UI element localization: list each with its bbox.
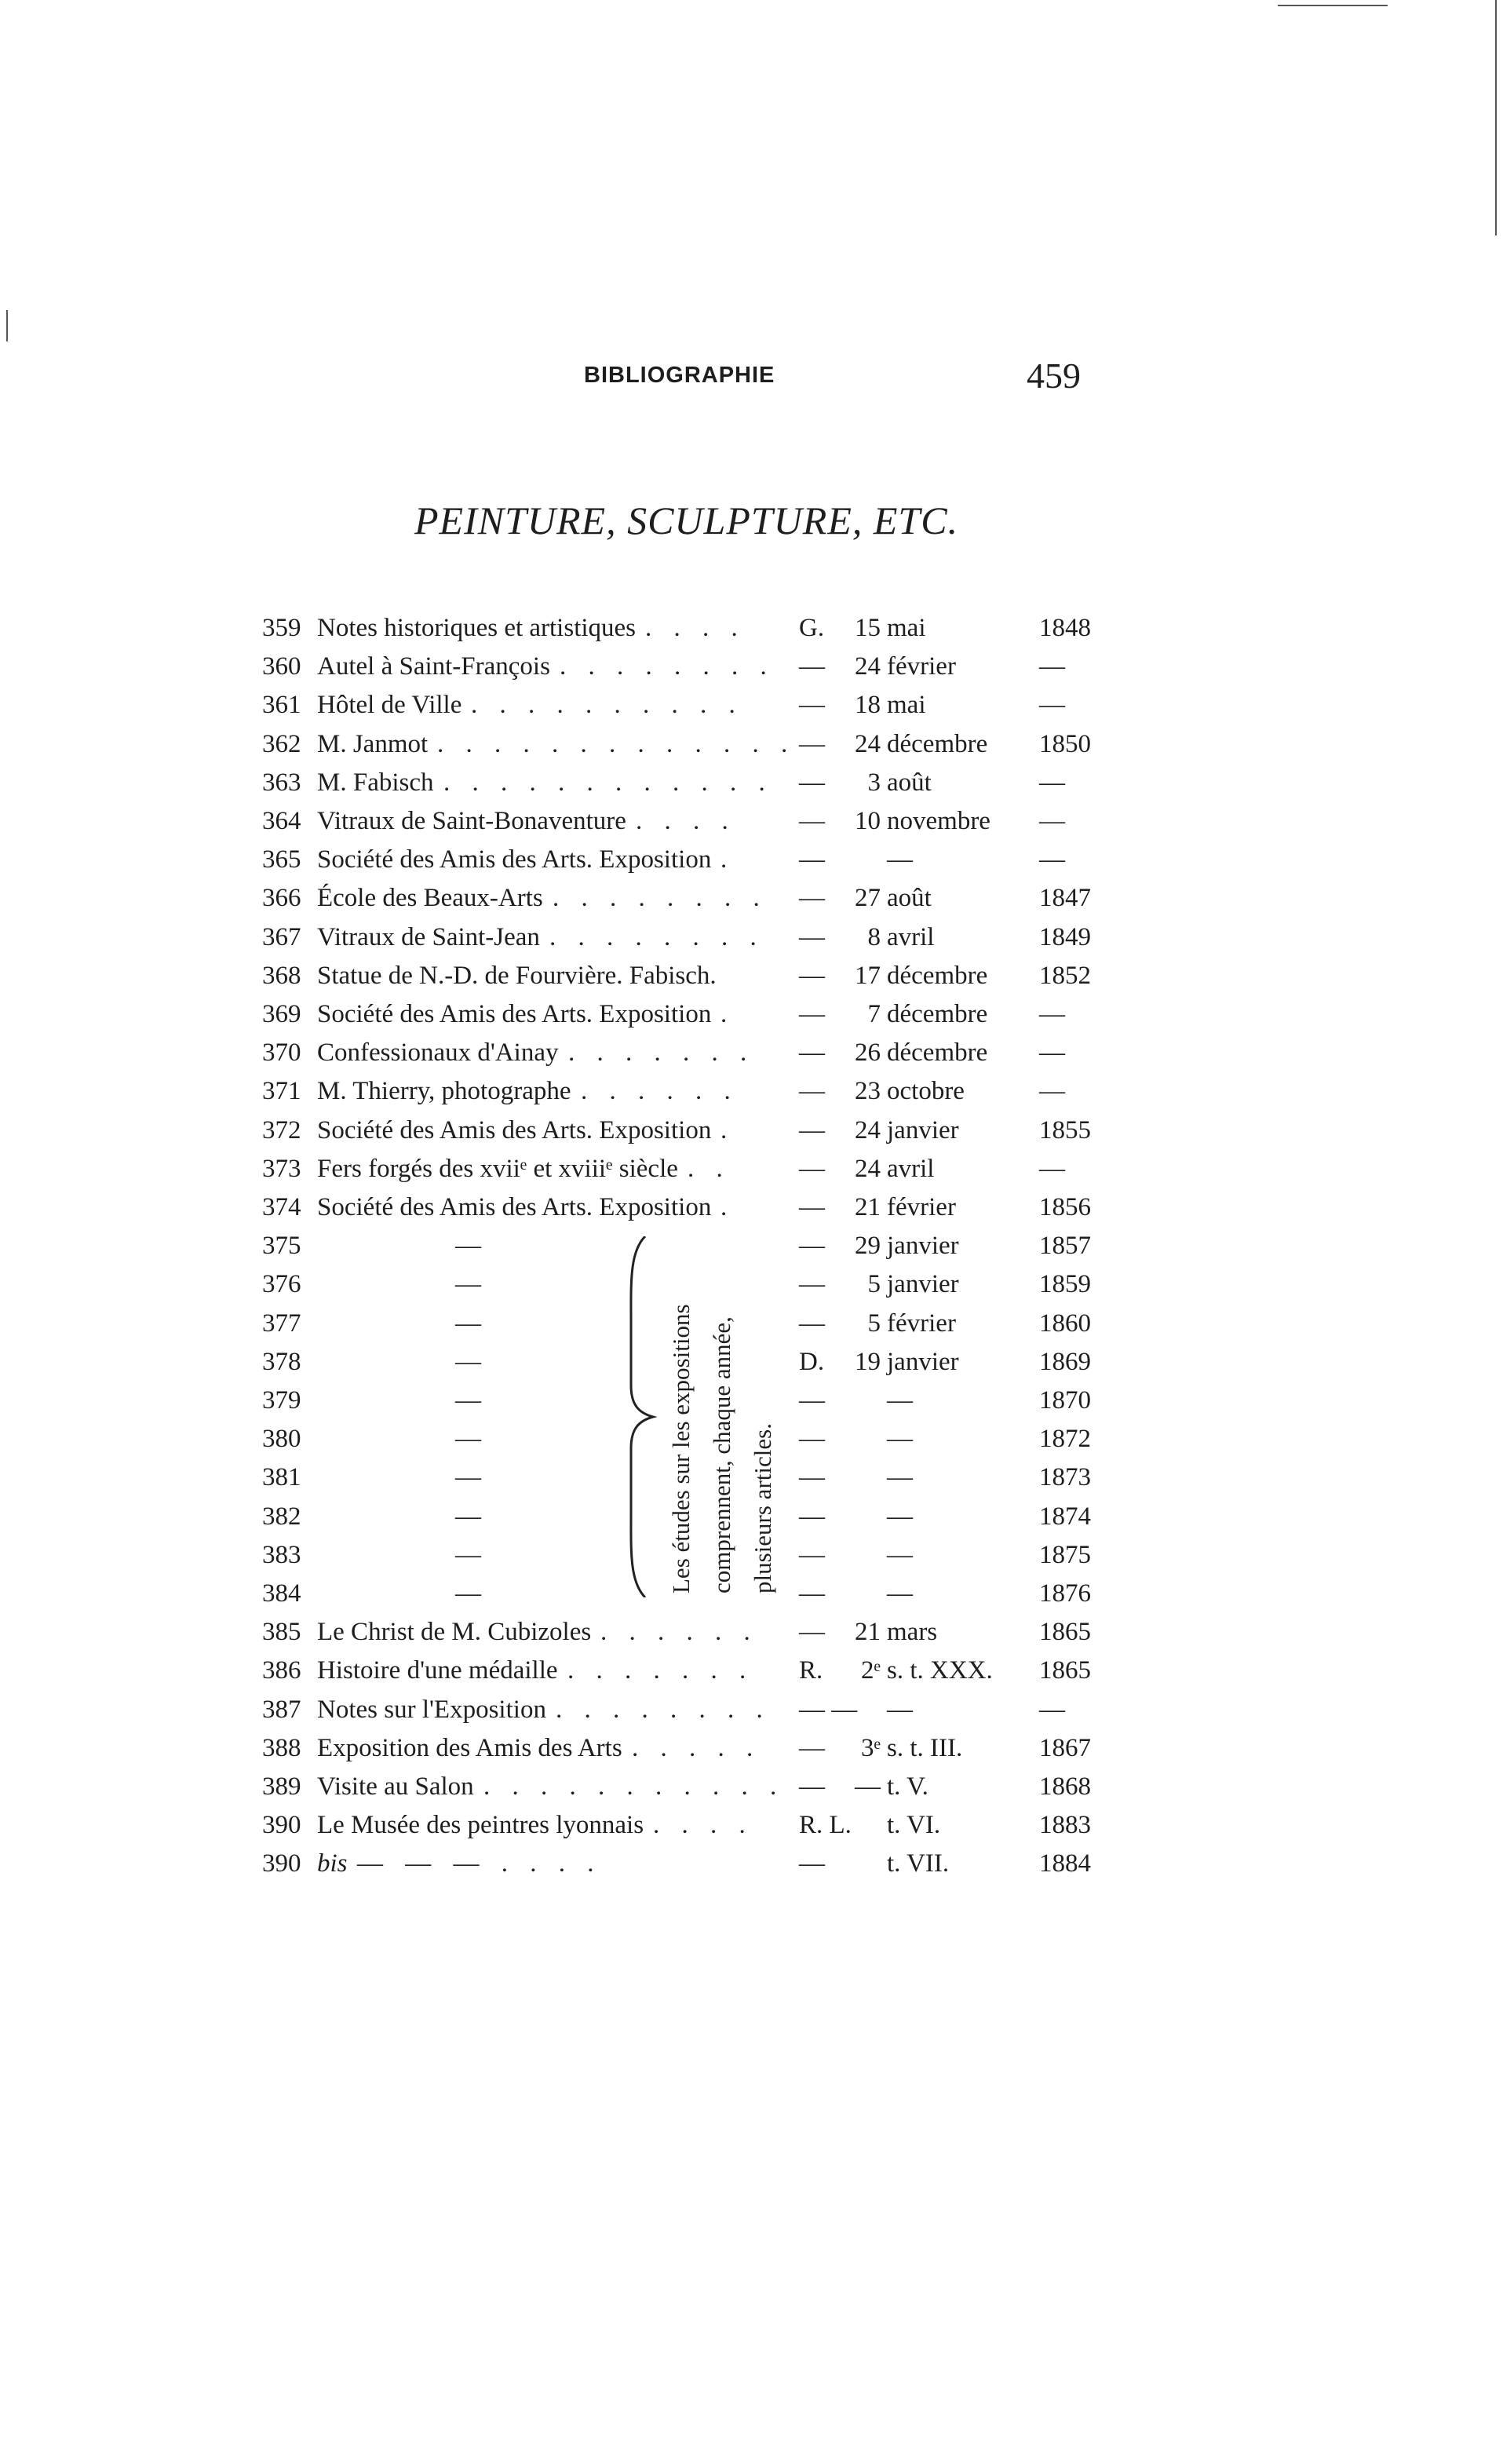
entry-leader: . . . . . . . . . . .	[483, 1772, 785, 1801]
entry-leader: . .	[688, 1155, 731, 1183]
entry-day: 5	[867, 1270, 881, 1298]
side-note-line-2: comprennent, chaque année,	[708, 1316, 735, 1593]
entry-day: 3ᵉ	[861, 1734, 881, 1762]
entry-source: —	[799, 1579, 825, 1608]
entry-row	[0, 1072, 1503, 1111]
page-number: 459	[1027, 356, 1081, 396]
entry-title: Histoire d'une médaille	[317, 1656, 558, 1685]
entry-source: —	[799, 1155, 825, 1183]
entry-title: Vitraux de Saint-Bonaventure	[317, 807, 626, 835]
entry-month: mai	[887, 691, 926, 719]
entry-title: —	[455, 1270, 481, 1298]
entry-year: 1867	[1039, 1734, 1091, 1762]
entry-day: 23	[855, 1077, 881, 1105]
entry-leader: . . . . . . . .	[553, 884, 768, 912]
entry-number: 371	[262, 1077, 301, 1105]
entry-day: 26	[855, 1039, 881, 1067]
entry-row	[0, 918, 1503, 957]
entry-year: —	[1039, 1039, 1065, 1067]
entry-month: —	[887, 1425, 913, 1453]
entry-month: août	[887, 884, 932, 912]
entry-row	[0, 648, 1503, 686]
entry-day: 24	[855, 1155, 881, 1183]
entry-title: Fers forgés des xviiᵉ et xviiiᵉ siècle	[317, 1155, 678, 1183]
entry-year: 1849	[1039, 923, 1091, 951]
entry-row	[0, 1845, 1503, 1883]
entry-month: décembre	[887, 962, 988, 990]
scan-edge-mark	[1278, 5, 1388, 6]
entry-row	[0, 1652, 1503, 1690]
entry-title: —	[455, 1348, 481, 1376]
entry-source: —	[799, 730, 825, 758]
entry-month: février	[887, 1193, 956, 1221]
entry-source: —	[799, 1000, 825, 1028]
entry-number: 366	[262, 884, 301, 912]
entry-leader: .	[720, 1000, 735, 1028]
entry-leader: . . . . . .	[600, 1618, 758, 1646]
entry-source: —	[799, 1734, 825, 1762]
entry-month: s. t. III.	[887, 1734, 963, 1762]
entry-number: 381	[262, 1463, 301, 1491]
entry-year: —	[1039, 691, 1065, 719]
entry-title: Société des Amis des Arts. Exposition	[317, 1000, 712, 1028]
entry-year: 1869	[1039, 1348, 1091, 1376]
entry-number: 363	[262, 768, 301, 797]
entry-day: 21	[855, 1193, 881, 1221]
entry-day: 24	[855, 730, 881, 758]
entry-title: Hôtel de Ville	[317, 691, 462, 719]
entry-leader: . . . . . . . .	[549, 923, 764, 951]
entry-month: janvier	[887, 1270, 959, 1298]
entry-source: —	[799, 768, 825, 797]
entry-title: bis	[317, 1849, 348, 1878]
entry-title: Notes historiques et artistiques	[317, 614, 637, 642]
side-note-line-1: Les études sur les expositions	[667, 1304, 695, 1593]
entry-number: 360	[262, 652, 301, 681]
entry-year: —	[1039, 1000, 1065, 1028]
entry-number: 377	[262, 1309, 301, 1338]
entry-day: 19	[855, 1348, 881, 1376]
entry-row	[0, 1188, 1503, 1227]
entry-number: 368	[262, 962, 301, 990]
entry-year: 1870	[1039, 1386, 1091, 1415]
entry-row	[0, 764, 1503, 802]
entry-title: Le Christ de M. Cubizoles	[317, 1618, 592, 1646]
entry-year: 1859	[1039, 1270, 1091, 1298]
entry-month: décembre	[887, 1039, 988, 1067]
entry-title: Notes sur l'Exposition	[317, 1696, 546, 1724]
entry-number: 390	[262, 1811, 301, 1839]
entry-leader: . . . . . . . . . . . .	[443, 768, 773, 797]
side-note-line-3: plusieurs articles.	[749, 1423, 776, 1593]
entry-number: 362	[262, 730, 301, 758]
entry-month: décembre	[887, 1000, 988, 1028]
entry-row	[0, 609, 1503, 648]
entry-day: —	[855, 1772, 881, 1801]
entry-source: —	[799, 1270, 825, 1298]
entry-source: R.	[799, 1656, 823, 1685]
entry-leader: . . . . . . .	[568, 1039, 755, 1067]
entry-month: août	[887, 768, 932, 797]
entry-month: —	[887, 1541, 913, 1569]
entry-source: G.	[799, 614, 825, 642]
entry-number: 385	[262, 1618, 301, 1646]
entry-row	[0, 1768, 1503, 1806]
entry-leader: — — — . . . .	[357, 1849, 602, 1878]
running-head: BIBLIOGRAPHIE	[584, 363, 775, 388]
entry-row	[0, 1613, 1503, 1652]
entry-day: 7	[867, 1000, 881, 1028]
entry-title: —	[455, 1386, 481, 1415]
entry-year: —	[1039, 1155, 1065, 1183]
entry-row	[0, 995, 1503, 1034]
entry-year: —	[1039, 1696, 1065, 1724]
entry-source: —	[799, 652, 825, 681]
entry-number: 375	[262, 1232, 301, 1260]
entry-year: 1876	[1039, 1579, 1091, 1608]
entry-title: École des Beaux-Arts	[317, 884, 543, 912]
entry-month: —	[887, 845, 913, 874]
entry-month: février	[887, 652, 956, 681]
entry-number: 384	[262, 1579, 301, 1608]
entry-source: —	[799, 1232, 825, 1260]
entry-title: M. Janmot	[317, 730, 429, 758]
entry-number: 376	[262, 1270, 301, 1298]
entry-row	[0, 1729, 1503, 1768]
entry-year: 1856	[1039, 1193, 1091, 1221]
entry-source: —	[799, 691, 825, 719]
entry-year: —	[1039, 652, 1065, 681]
entry-year: 1847	[1039, 884, 1091, 912]
entry-month: mai	[887, 614, 926, 642]
entry-number: 365	[262, 845, 301, 874]
entry-day: 15	[855, 614, 881, 642]
entry-month: janvier	[887, 1348, 959, 1376]
entry-title: Société des Amis des Arts. Exposition	[317, 845, 712, 874]
entry-number: 364	[262, 807, 301, 835]
entry-number: 361	[262, 691, 301, 719]
entry-number: 386	[262, 1656, 301, 1685]
entry-source: —	[799, 1463, 825, 1491]
entry-month: avril	[887, 1155, 935, 1183]
entry-day: 24	[855, 1116, 881, 1144]
entry-year: 1852	[1039, 962, 1091, 990]
entry-year: 1874	[1039, 1502, 1091, 1531]
entry-day: 8	[867, 923, 881, 951]
entry-leader: . . . .	[636, 807, 736, 835]
entry-title: Confessionaux d'Ainay	[317, 1039, 559, 1067]
entry-title: —	[455, 1541, 481, 1569]
entry-day: 2ᵉ	[861, 1656, 881, 1685]
entry-number: 378	[262, 1348, 301, 1376]
entry-title: —	[455, 1425, 481, 1453]
entry-source: —	[799, 1116, 825, 1144]
entry-number: 388	[262, 1734, 301, 1762]
entry-year: 1855	[1039, 1116, 1091, 1144]
entry-number: 369	[262, 1000, 301, 1028]
entry-year: —	[1039, 845, 1065, 874]
entry-source: — —	[799, 1696, 858, 1724]
entry-source: —	[799, 1309, 825, 1338]
entry-month: avril	[887, 923, 935, 951]
entry-row	[0, 686, 1503, 725]
entry-row	[0, 841, 1503, 879]
entry-source: —	[799, 1039, 825, 1067]
entry-year: 1857	[1039, 1232, 1091, 1260]
entry-month: décembre	[887, 730, 988, 758]
entry-month: octobre	[887, 1077, 965, 1105]
entry-number: 383	[262, 1541, 301, 1569]
section-title: PEINTURE, SCULPTURE, ETC.	[414, 498, 959, 542]
scan-edge-mark	[6, 310, 8, 341]
entry-month: s. t. XXX.	[887, 1656, 993, 1685]
entry-row	[0, 1034, 1503, 1072]
entry-year: —	[1039, 1077, 1065, 1105]
entry-title: Exposition des Amis des Arts	[317, 1734, 622, 1762]
entry-leader: . . . . . . . . . .	[471, 691, 743, 719]
entry-source: —	[799, 1425, 825, 1453]
entry-year: 1865	[1039, 1656, 1091, 1685]
entry-leader: . . . .	[653, 1811, 753, 1839]
entry-source: —	[799, 1772, 825, 1801]
entry-leader: . . . .	[645, 614, 746, 642]
entry-day: 18	[855, 691, 881, 719]
entry-source: —	[799, 1077, 825, 1105]
entry-number: 380	[262, 1425, 301, 1453]
entry-title: M. Thierry, photographe	[317, 1077, 571, 1105]
entry-source: —	[799, 1502, 825, 1531]
entry-number: 367	[262, 923, 301, 951]
entry-month: novembre	[887, 807, 990, 835]
entry-source: —	[799, 1541, 825, 1569]
entry-leader: .	[720, 1193, 735, 1221]
entry-day: 24	[855, 652, 881, 681]
entry-source: —	[799, 923, 825, 951]
entry-year: 1865	[1039, 1618, 1091, 1646]
entry-source: D.	[799, 1348, 825, 1376]
entry-year: 1884	[1039, 1849, 1091, 1878]
entry-leader: . . . . . . . .	[556, 1696, 771, 1724]
entry-title: —	[455, 1502, 481, 1531]
entry-month: —	[887, 1463, 913, 1491]
entry-number: 379	[262, 1386, 301, 1415]
entry-number: 359	[262, 614, 301, 642]
entry-number: 370	[262, 1039, 301, 1067]
entry-source: —	[799, 884, 825, 912]
entry-leader: . . . . .	[632, 1734, 761, 1762]
entry-month: mars	[887, 1618, 938, 1646]
entry-row	[0, 725, 1503, 764]
entry-source: R. L.	[799, 1811, 852, 1839]
entry-day: 27	[855, 884, 881, 912]
entry-year: —	[1039, 807, 1065, 835]
entry-day: 21	[855, 1618, 881, 1646]
entry-year: 1883	[1039, 1811, 1091, 1839]
entry-month: t. V.	[887, 1772, 928, 1801]
entry-row	[0, 1691, 1503, 1729]
entry-month: janvier	[887, 1116, 959, 1144]
entry-month: —	[887, 1696, 913, 1724]
entry-source: —	[799, 807, 825, 835]
entry-number: 382	[262, 1502, 301, 1531]
entry-leader: . . . . . .	[581, 1077, 739, 1105]
entry-year: —	[1039, 768, 1065, 797]
entry-title: Vitraux de Saint-Jean	[317, 923, 540, 951]
entry-month: janvier	[887, 1232, 959, 1260]
entry-leader: .	[720, 845, 735, 874]
entry-month: —	[887, 1579, 913, 1608]
entry-year: 1872	[1039, 1425, 1091, 1453]
entry-leader: .	[720, 1116, 735, 1144]
entry-year: 1875	[1039, 1541, 1091, 1569]
entry-title: —	[455, 1232, 481, 1260]
entry-row	[0, 957, 1503, 995]
entry-day: 3	[867, 768, 881, 797]
entry-row	[0, 802, 1503, 841]
entry-title: Visite au Salon	[317, 1772, 474, 1801]
entry-day: 17	[855, 962, 881, 990]
entry-number: 387	[262, 1696, 301, 1724]
entry-title: Statue de N.-D. de Fourvière. Fabisch.	[317, 962, 717, 990]
entry-number: 389	[262, 1772, 301, 1801]
entry-source: —	[799, 1849, 825, 1878]
entry-number: 373	[262, 1155, 301, 1183]
entry-source: —	[799, 1193, 825, 1221]
entry-source: —	[799, 962, 825, 990]
entry-month: —	[887, 1502, 913, 1531]
entry-leader: . . . . . . . .	[560, 652, 775, 681]
entry-day: 5	[867, 1309, 881, 1338]
entry-month: t. VI.	[887, 1811, 941, 1839]
entry-year: 1848	[1039, 614, 1091, 642]
entry-year: 1860	[1039, 1309, 1091, 1338]
entry-row	[0, 879, 1503, 918]
entry-source: —	[799, 845, 825, 874]
entry-source: —	[799, 1386, 825, 1415]
entry-title: Le Musée des peintres lyonnais	[317, 1811, 644, 1839]
entry-title: Autel à Saint-François	[317, 652, 550, 681]
entry-year: 1868	[1039, 1772, 1091, 1801]
entry-title: Société des Amis des Arts. Exposition	[317, 1116, 712, 1144]
scan-edge-mark	[1495, 0, 1497, 235]
entry-leader: . . . . . . . . . . . . .	[437, 730, 796, 758]
entry-title: —	[455, 1463, 481, 1491]
entry-title: M. Fabisch	[317, 768, 434, 797]
entry-row	[0, 1150, 1503, 1188]
entry-row	[0, 1112, 1503, 1150]
entry-title: —	[455, 1309, 481, 1338]
entry-source: —	[799, 1618, 825, 1646]
entry-month: février	[887, 1309, 956, 1338]
brace-mark	[623, 1236, 662, 1597]
entry-title: —	[455, 1579, 481, 1608]
entry-leader: . . . . . . .	[567, 1656, 754, 1685]
entry-month: —	[887, 1386, 913, 1415]
entry-day: 29	[855, 1232, 881, 1260]
entry-day: 10	[855, 807, 881, 835]
entry-number: 372	[262, 1116, 301, 1144]
entry-number: 390	[262, 1849, 301, 1878]
entry-month: t. VII.	[887, 1849, 950, 1878]
entry-row	[0, 1806, 1503, 1845]
entry-title: Société des Amis des Arts. Exposition	[317, 1193, 712, 1221]
side-note	[658, 1240, 799, 1593]
entry-year: 1850	[1039, 730, 1091, 758]
entry-year: 1873	[1039, 1463, 1091, 1491]
entry-number: 374	[262, 1193, 301, 1221]
